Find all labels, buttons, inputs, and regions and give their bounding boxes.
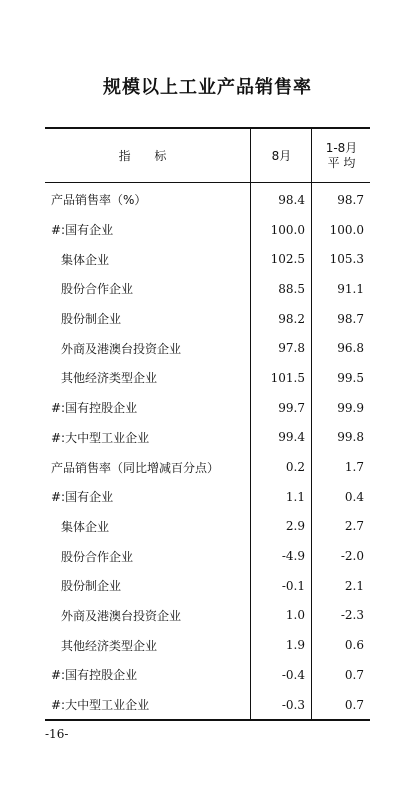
table-row [45, 452, 370, 482]
table-row [45, 541, 370, 571]
row-label: 外商及港澳台投资企业 [61, 341, 182, 356]
average-value: 1.7 [344, 460, 364, 475]
row-label: 产品销售率（同比增减百分点） [51, 460, 220, 475]
average-value: 0.7 [344, 667, 364, 682]
row-label: 集体企业 [61, 252, 110, 267]
row-label: #:国有控股企业 [51, 668, 138, 683]
average-value: 99.5 [337, 370, 364, 385]
august-value: -0.3 [281, 697, 305, 712]
row-label: 其他经济类型企业 [61, 638, 158, 653]
row-label: 产品销售率（%） [51, 193, 147, 208]
header-indicator: 指 标 [118, 149, 177, 163]
table-row [45, 512, 370, 542]
header-jan-aug-average [311, 129, 371, 182]
average-value: 99.9 [337, 400, 364, 415]
row-label: 股份合作企业 [61, 549, 134, 564]
table-row [45, 630, 370, 660]
row-label: #:国有企业 [51, 490, 114, 505]
august-value: -4.9 [281, 549, 305, 564]
average-value: 100.0 [329, 222, 364, 237]
row-label: #:大中型工业企业 [51, 430, 150, 445]
row-label: #:国有控股企业 [51, 401, 138, 416]
august-value: 99.7 [278, 400, 305, 415]
august-value: 101.5 [270, 370, 305, 385]
average-value: 96.8 [337, 341, 364, 356]
table-row [45, 690, 370, 720]
average-value: 91.1 [337, 281, 364, 296]
table-row [45, 482, 370, 512]
average-value: 0.7 [344, 697, 364, 712]
average-value: 98.7 [337, 311, 364, 326]
row-label: 外商及港澳台投资企业 [61, 608, 182, 623]
row-label: 其他经济类型企业 [61, 371, 158, 386]
august-value: 98.4 [278, 192, 305, 207]
row-label: 股份制企业 [61, 312, 122, 327]
table-row [45, 601, 370, 631]
table-row [45, 215, 370, 245]
page-title: 规模以上工业产品销售率 [103, 77, 312, 98]
table-row [45, 571, 370, 601]
average-value: 105.3 [329, 252, 364, 267]
table-row [45, 333, 370, 363]
table-row [45, 393, 370, 423]
header-august: 8月 [250, 129, 312, 182]
sales-rate-table [45, 127, 370, 721]
august-value: -0.1 [281, 578, 305, 593]
table-row [45, 304, 370, 334]
august-value: 102.5 [270, 252, 305, 267]
table-row [45, 185, 370, 215]
average-value: 2.7 [344, 519, 364, 534]
average-value: 98.7 [337, 192, 364, 207]
august-value: 2.9 [285, 519, 305, 534]
header-avg-line2: 平 均 [327, 155, 356, 170]
average-value: -2.3 [340, 608, 364, 623]
table-row [45, 244, 370, 274]
table-row [45, 363, 370, 393]
average-value: 0.4 [344, 489, 364, 504]
table-body [45, 183, 370, 719]
table-row [45, 274, 370, 304]
august-value: 1.9 [285, 638, 305, 653]
august-value: 97.8 [278, 341, 305, 356]
august-value: 1.0 [285, 608, 305, 623]
table-row [45, 423, 370, 453]
august-value: 98.2 [278, 311, 305, 326]
average-value: 99.8 [337, 430, 364, 445]
table-header [45, 129, 370, 183]
august-value: 100.0 [270, 222, 305, 237]
august-value: 0.2 [285, 460, 305, 475]
page-number: -16- [45, 727, 69, 741]
august-value: -0.4 [281, 667, 305, 682]
row-label: 股份合作企业 [61, 282, 134, 297]
table-row [45, 660, 370, 690]
average-value: 0.6 [344, 638, 364, 653]
row-label: #:国有企业 [51, 223, 114, 238]
row-label: 集体企业 [61, 519, 110, 534]
august-value: 88.5 [278, 281, 305, 296]
row-label: #:大中型工业企业 [51, 698, 150, 713]
august-value: 99.4 [278, 430, 305, 445]
august-value: 1.1 [285, 489, 305, 504]
header-avg-line1: 1-8月 [325, 140, 358, 155]
average-value: 2.1 [344, 578, 364, 593]
row-label: 股份制企业 [61, 579, 122, 594]
average-value: -2.0 [340, 549, 364, 564]
